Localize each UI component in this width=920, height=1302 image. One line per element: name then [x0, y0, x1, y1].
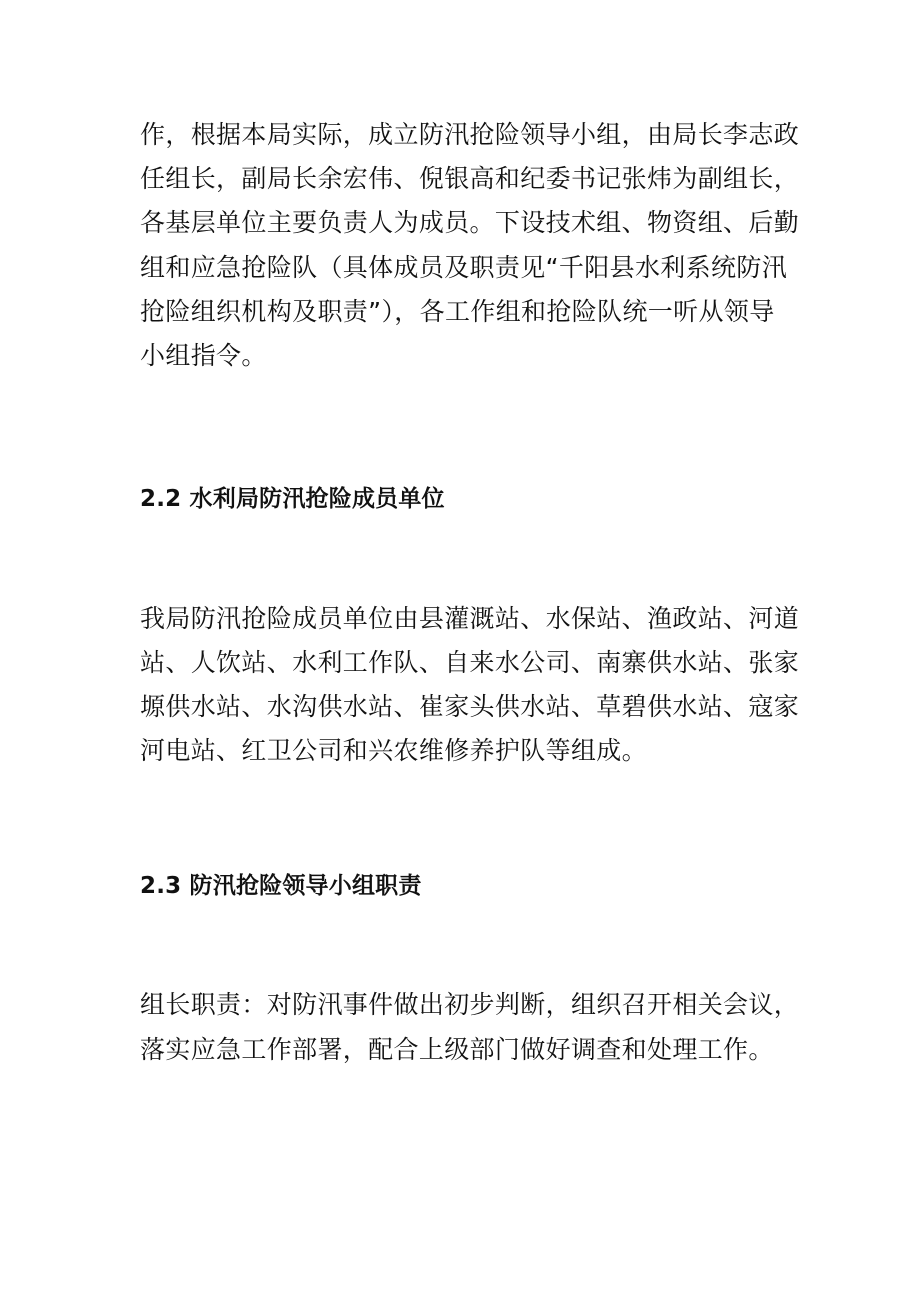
- text-line: 塬供水站、水沟供水站、崔家头供水站、草碧供水站、寇家: [140, 692, 800, 721]
- text-line: 组长职责：对防汛事件做出初步判断，组织召开相关会议，: [140, 990, 800, 1019]
- text-line: 河电站、红卫公司和兴农维修养护队等组成。: [140, 736, 648, 765]
- text-line: 小组指令。: [140, 341, 267, 370]
- text-line: 落实应急工作部署，配合上级部门做好调查和处理工作。: [140, 1035, 774, 1064]
- text-line: 组和应急抢险队（具体成员及职责见“千阳县水利系统防汛: [140, 253, 788, 282]
- text-line: 抢险组织机构及职责”），各工作组和抢险队统一听从领导: [140, 297, 775, 326]
- section-heading-2-3: 2.3 防汛抢险领导小组职责: [140, 873, 422, 899]
- text-line: 任组长，副局长余宏伟、倪银高和纪委书记张炜为副组长，: [140, 164, 800, 193]
- text-line: 我局防汛抢险成员单位由县灌溉站、水保站、渔政站、河道: [140, 604, 800, 633]
- text-line: 各基层单位主要负责人为成员。下设技术组、物资组、后勤: [140, 208, 800, 237]
- text-line: 站、人饮站、水利工作队、自来水公司、南寨供水站、张家: [140, 648, 800, 677]
- section-heading-2-2: 2.2 水利局防汛抢险成员单位: [140, 486, 445, 512]
- text-line: 作，根据本局实际，成立防汛抢险领导小组，由局长李志政: [140, 120, 800, 149]
